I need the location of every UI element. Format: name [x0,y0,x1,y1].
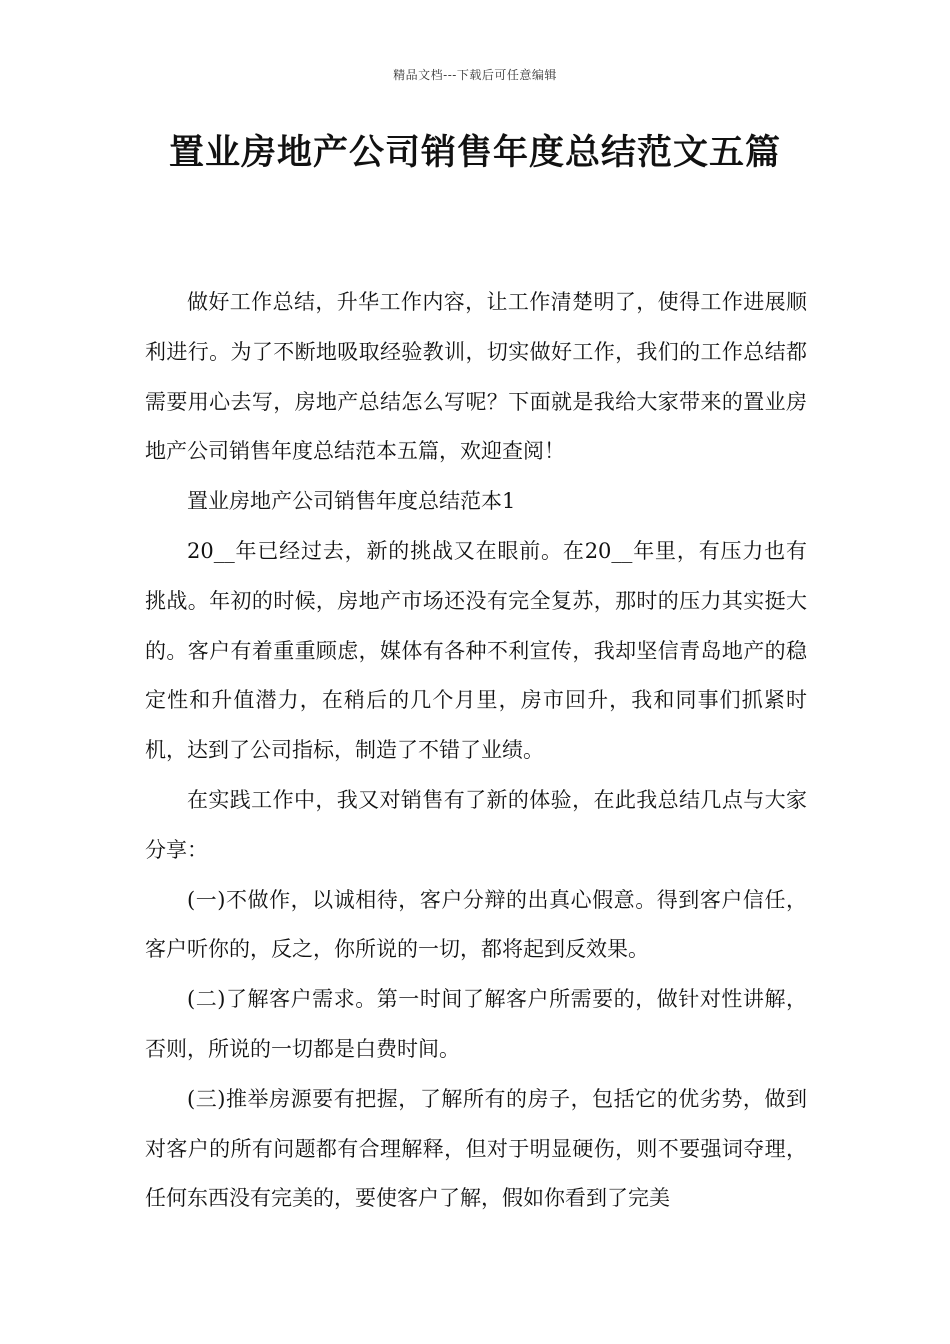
paragraph: 在实践工作中，我又对销售有了新的体验，在此我总结几点与大家分享： [145,787,807,862]
paragraph-point-1: (一)不做作，以诚相待，客户分辩的出真心假意。得到客户信任，客户听你的，反之，你所说的一切，都将起到反效果。 [145,887,807,962]
paragraph: 20__年已经过去，新的挑战又在眼前。在20__年里，有压力也有挑战。年初的时候，房地产市场还没有完全复苏，那时的压力其实挺大的。客户有着重重顾虑，媒体有各种不利宣传，我却坚信青岛地产的稳定性和升值潜力，在稍后的几个月里，房市回升，我和同事们抓紧时机，达到了公司指标，制造了不错了业绩。 [145,538,807,763]
paragraph-point-3: (三)推举房源要有把握，了解所有的房子，包括它的优劣势，做到对客户的所有问题都有合理解释，但对于明显硬伤，则不要强词夺理，任何东西没有完美的，要使客户了解，假如你看到了完美 [145,1086,807,1211]
header-note: 精品文档---下载后可任意编辑 [393,68,557,82]
document-title: 置业房地产公司销售年度总结范文五篇 [168,132,781,173]
paragraph-section-heading: 置业房地产公司销售年度总结范本1 [187,489,516,514]
paragraph-intro: 做好工作总结，升华工作内容，让工作清楚明了，使得工作进展顺利进行。为了不断地吸取经验教训，切实做好工作，我们的工作总结都需要用心去写，房地产总结怎么写呢？下面就是我给大家带来的置业房地产公司销售年度总结范本五篇，欢迎查阅！ [145,290,807,464]
document-body [145,278,807,1224]
paragraph-point-2: (二)了解客户需求。第一时间了解客户所需要的，做针对性讲解，否则，所说的一切都是白费时间。 [145,987,807,1061]
